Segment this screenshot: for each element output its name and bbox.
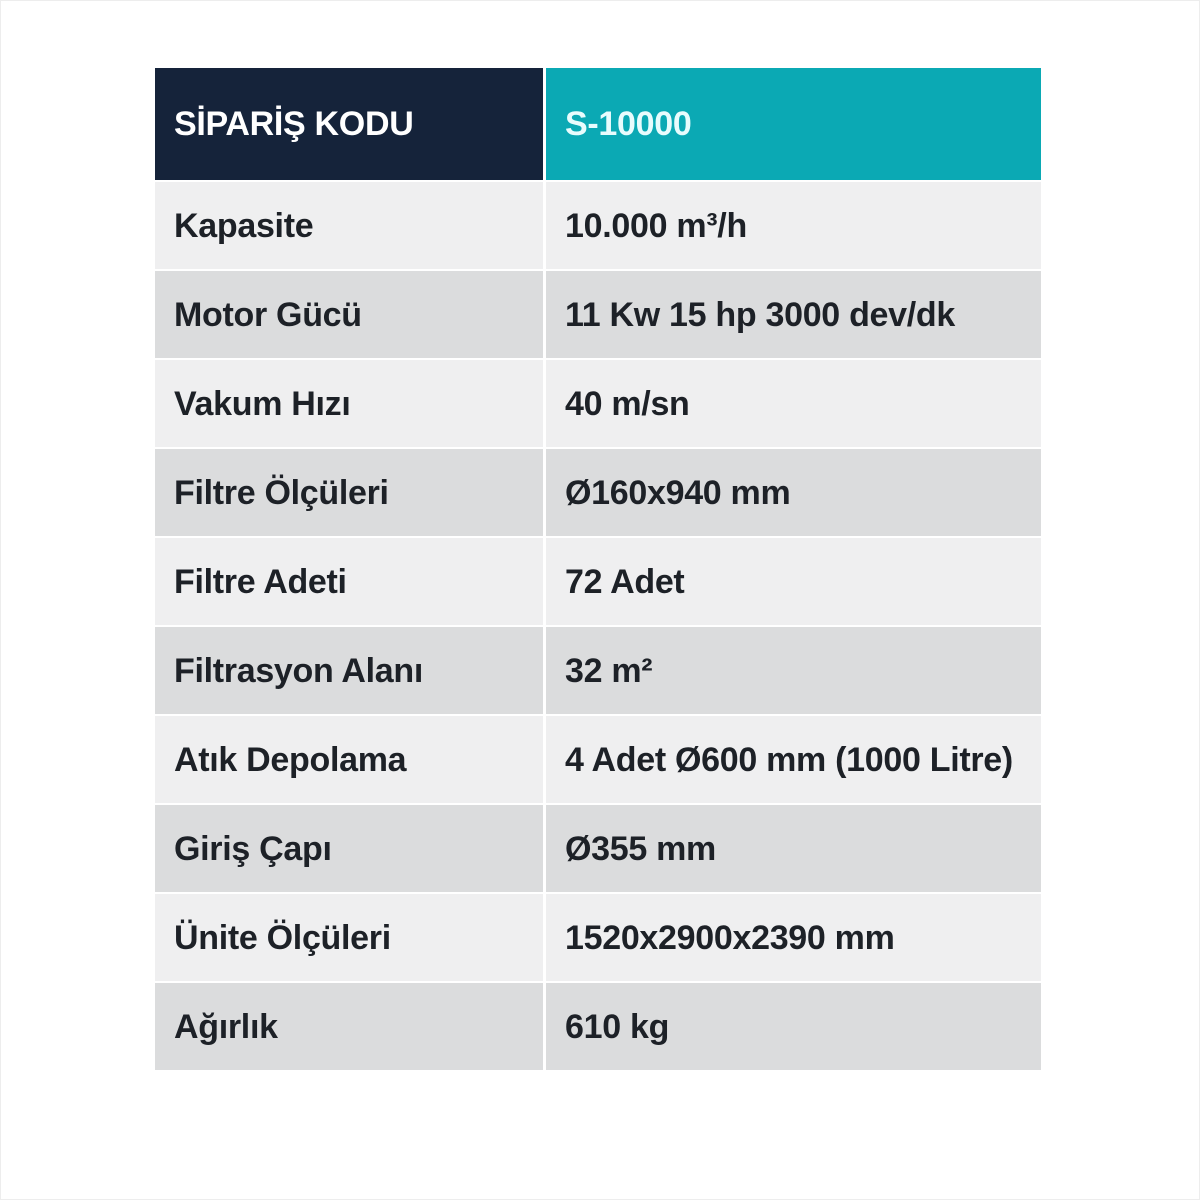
table-row [155,449,1041,536]
order-code-header-label: SİPARİŞ KODU [155,68,543,180]
table-row [155,716,1041,803]
row-value: 32 m² [546,627,1041,714]
row-value: 10.000 m³/h [546,182,1041,269]
table-row [155,182,1041,269]
table-row [155,805,1041,892]
spec-table [155,68,1041,1072]
table-row [155,271,1041,358]
row-label: Filtrasyon Alanı [155,627,543,714]
row-value: 1520x2900x2390 mm [546,894,1041,981]
row-label: Atık Depolama [155,716,543,803]
order-code-header-value: S-10000 [546,68,1041,180]
table-row [155,360,1041,447]
row-label: Ünite Ölçüleri [155,894,543,981]
row-label: Vakum Hızı [155,360,543,447]
row-label: Ağırlık [155,983,543,1070]
table-row [155,538,1041,625]
row-label: Filtre Ölçüleri [155,449,543,536]
row-value: 40 m/sn [546,360,1041,447]
table-row [155,983,1041,1070]
table-row [155,627,1041,714]
row-label: Kapasite [155,182,543,269]
row-value: 4 Adet Ø600 mm (1000 Litre) [546,716,1041,803]
table-row [155,894,1041,981]
row-value: 72 Adet [546,538,1041,625]
row-value: 610 kg [546,983,1041,1070]
row-label: Giriş Çapı [155,805,543,892]
row-label: Motor Gücü [155,271,543,358]
row-value: 11 Kw 15 hp 3000 dev/dk [546,271,1041,358]
row-value: Ø355 mm [546,805,1041,892]
spec-table-body [155,182,1041,1070]
table-header-row [155,68,1041,180]
row-value: Ø160x940 mm [546,449,1041,536]
row-label: Filtre Adeti [155,538,543,625]
